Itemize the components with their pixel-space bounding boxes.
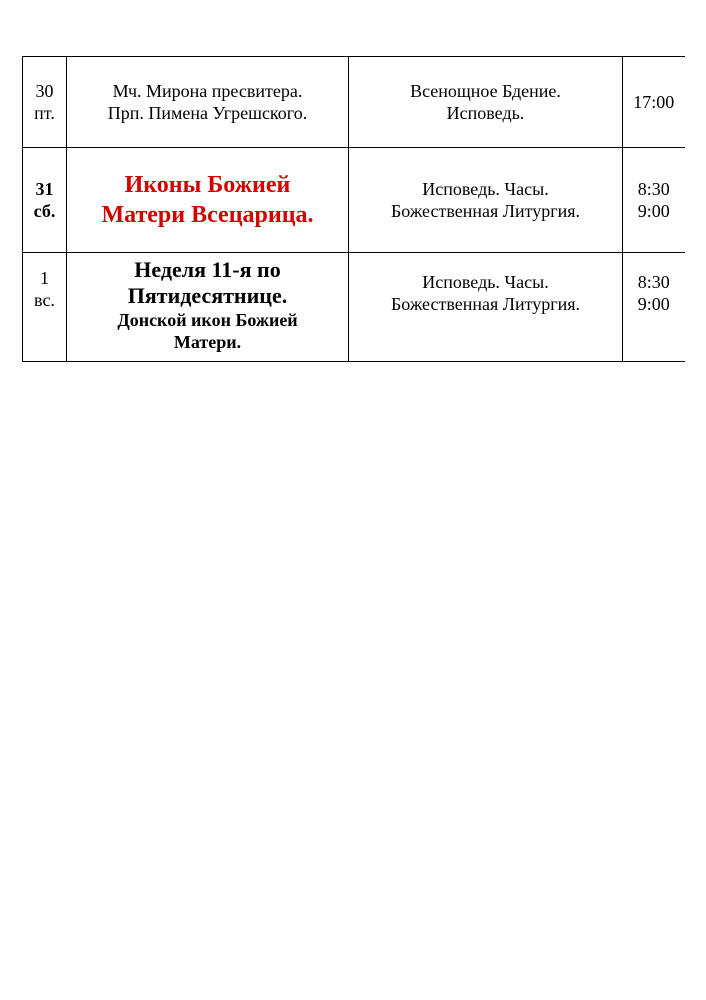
date-cell: [23, 57, 67, 148]
times-cell: [623, 57, 685, 148]
table-row: [23, 253, 685, 362]
weekday: сб.: [33, 201, 56, 221]
feast-title-line: Неделя 11-я по: [134, 257, 281, 282]
saint-line: Мч. Мирона пресвитера.: [112, 81, 303, 101]
feast-cell: [67, 148, 349, 253]
table-row: [23, 57, 685, 148]
weekday: вс.: [34, 290, 55, 310]
service-line: Исповедь. Часы.: [422, 272, 549, 292]
services-cell: [349, 148, 623, 253]
feast-subtitle-line: Матери.: [173, 332, 242, 352]
times-cell: [623, 253, 685, 362]
feast-title-line: Иконы Божией: [124, 172, 291, 198]
table-row: [23, 148, 685, 253]
service-line: Всенощное Бдение.: [410, 81, 561, 101]
service-line: Исповедь.: [446, 103, 525, 123]
day-number: 31: [35, 179, 54, 199]
feast-subtitle-line: Донской икон Божией: [117, 310, 298, 330]
service-line: Исповедь. Часы.: [422, 179, 549, 199]
time-value: 8:30: [637, 272, 670, 292]
time-value: 17:00: [633, 92, 675, 112]
day-number: 1: [40, 268, 49, 288]
times-cell: [623, 148, 685, 253]
saint-line: Прп. Пимена Угрешского.: [107, 103, 308, 123]
services-cell: [349, 57, 623, 148]
service-line: Божественная Литургия.: [390, 294, 581, 314]
service-line: Божественная Литургия.: [390, 201, 581, 221]
service-schedule-table: [22, 56, 685, 362]
time-value: 9:00: [637, 294, 670, 314]
saints-cell: [67, 57, 349, 148]
day-number: 30: [35, 81, 54, 101]
time-value: 8:30: [637, 179, 670, 199]
feast-cell: [67, 253, 349, 362]
weekday: пт.: [34, 103, 55, 123]
date-cell: [23, 148, 67, 253]
services-cell: [349, 253, 623, 362]
date-cell: [23, 253, 67, 362]
feast-title-line: Пятидесятнице.: [127, 283, 288, 308]
feast-title-line: Матери Всецарица.: [101, 202, 314, 228]
time-value: 9:00: [637, 201, 670, 221]
